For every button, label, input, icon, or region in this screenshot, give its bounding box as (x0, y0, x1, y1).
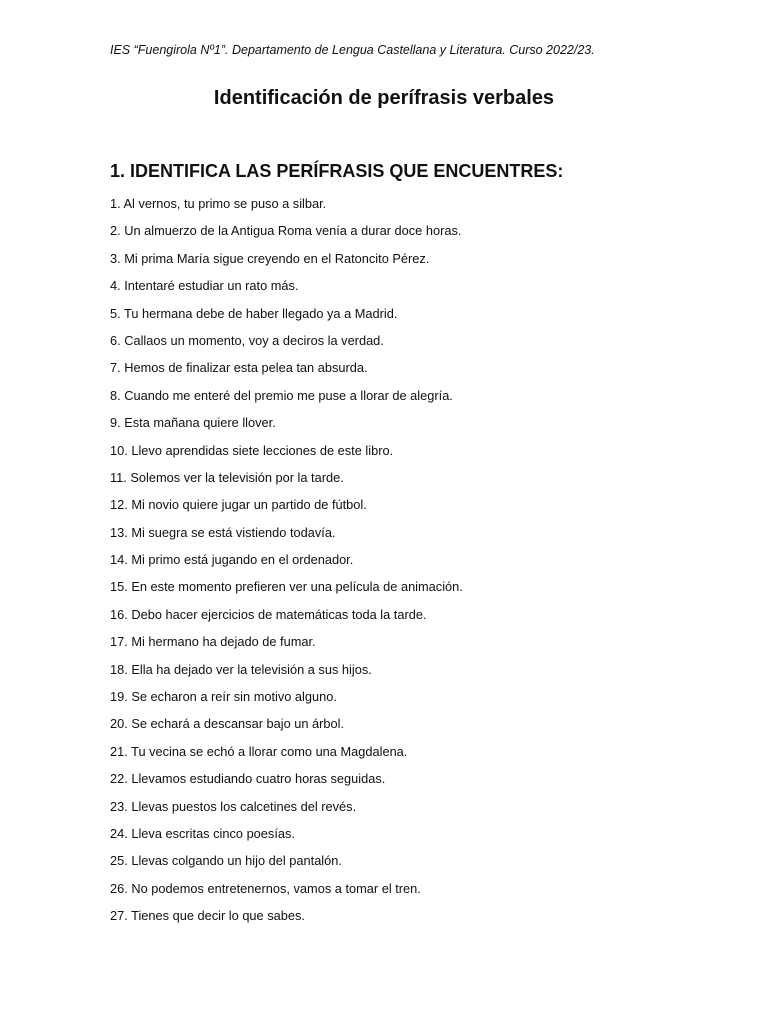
exercise-item: 19. Se echaron a reír sin motivo alguno. (110, 689, 337, 705)
exercise-item: 23. Llevas puestos los calcetines del revés. (110, 798, 357, 814)
exercise-item: 26. No podemos entretenernos, vamos a tomar el tren. (110, 880, 421, 896)
institution-header: IES “Fuengirola Nº1”. Departamento de Lengua Castellana y Literatura. Curso 2022/23. (110, 43, 595, 57)
exercise-item: 20. Se echará a descansar bajo un árbol. (110, 716, 345, 732)
exercise-item: 22. Llevamos estudiando cuatro horas seguidas. (110, 771, 386, 787)
exercise-item: 7. Hemos de finalizar esta pelea tan absurda. (110, 360, 368, 376)
exercise-item: 24. Lleva escritas cinco poesías. (110, 825, 295, 841)
exercise-item: 4. Intentaré estudiar un rato más. (110, 278, 299, 294)
exercise-item: 25. Llevas colgando un hijo del pantalón. (110, 853, 342, 869)
exercise-item: 17. Mi hermano ha dejado de fumar. (110, 634, 316, 650)
exercise-item: 21. Tu vecina se echó a llorar como una Magdalena. (110, 743, 408, 759)
section-heading: 1. IDENTIFICA LAS PERÍFRASIS QUE ENCUENTRES: (110, 161, 564, 181)
exercise-item: 18. Ella ha dejado ver la televisión a sus hijos. (110, 661, 372, 677)
exercise-item: 10. Llevo aprendidas siete lecciones de este libro. (110, 442, 394, 458)
document-title: Identificación de perífrasis verbales (213, 87, 555, 109)
exercise-item: 11. Solemos ver la televisión por la tarde. (110, 469, 344, 485)
exercise-list (110, 197, 463, 937)
exercise-item: 2. Un almuerzo de la Antigua Roma venía a durar doce horas. (110, 223, 462, 239)
exercise-item: 27. Tienes que decir lo que sabes. (110, 908, 305, 924)
exercise-item: 3. Mi prima María sigue creyendo en el Ratoncito Pérez. (110, 250, 430, 266)
exercise-item: 13. Mi suegra se está vistiendo todavía. (110, 524, 336, 540)
exercise-item: 5. Tu hermana debe de haber llegado ya a Madrid. (110, 305, 398, 321)
exercise-item: 14. Mi primo está jugando en el ordenador. (110, 552, 354, 568)
exercise-item: 9. Esta mañana quiere llover. (110, 415, 276, 431)
exercise-item: 1. Al vernos, tu primo se puso a silbar. (110, 196, 327, 211)
exercise-item: 8. Cuando me enteré del premio me puse a llorar de alegría. (110, 387, 453, 403)
exercise-item: 16. Debo hacer ejercicios de matemáticas toda la tarde. (110, 606, 427, 622)
exercise-item: 15. En este momento prefieren ver una película de animación. (110, 579, 463, 595)
exercise-item: 6. Callaos un momento, voy a deciros la verdad. (110, 332, 384, 348)
exercise-item: 12. Mi novio quiere jugar un partido de fútbol. (110, 497, 367, 513)
